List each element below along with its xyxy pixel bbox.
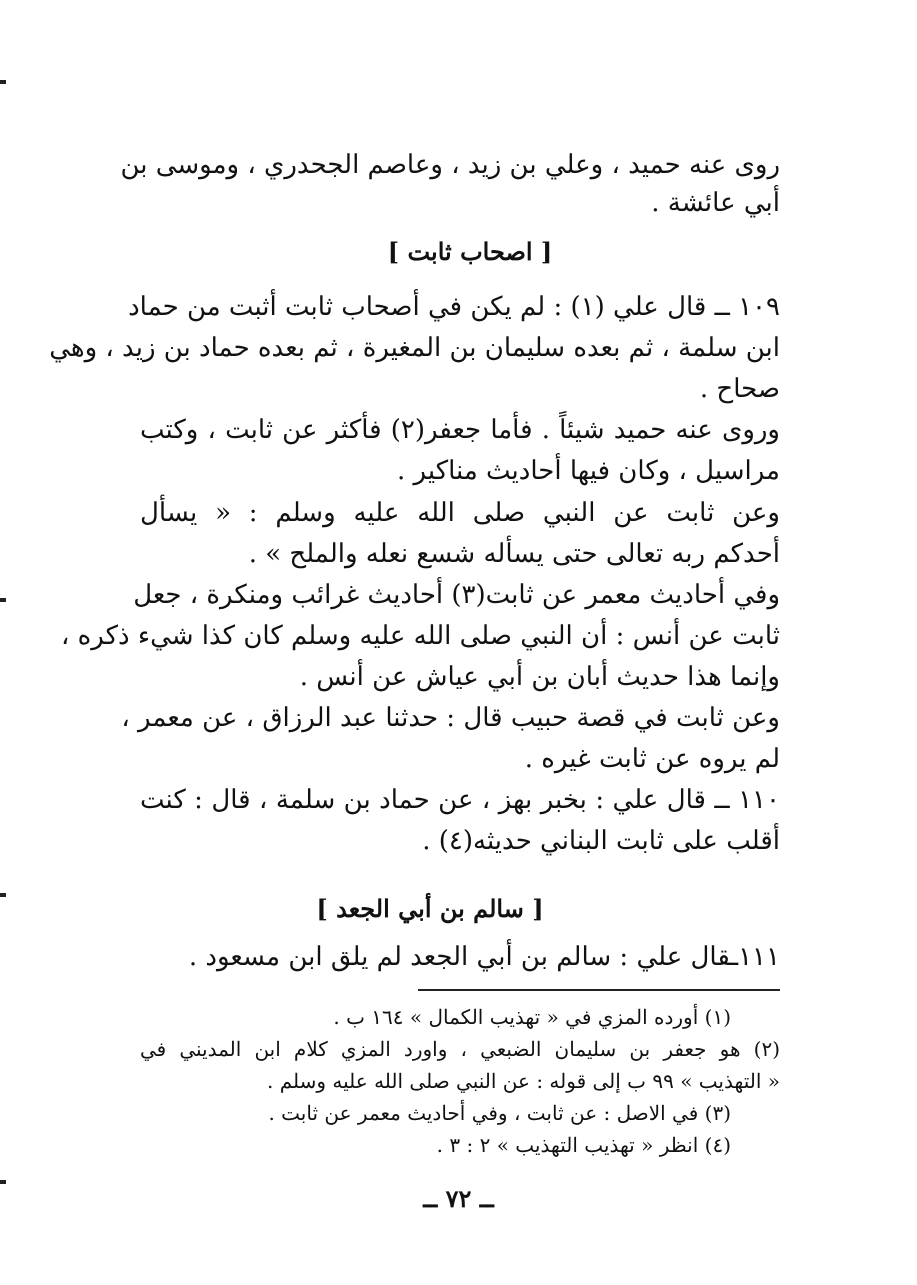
section-heading-salim: [ سالم بن أبي الجعد ] <box>316 894 544 923</box>
text-line: وفي أحاديث معمر عن ثابت(٣) أحاديث غرائب ومنكرة ، جعل <box>133 580 780 610</box>
footnote: (٤) انظر « تهذيب التهذيب » ٢ : ٣ . <box>436 1133 731 1157</box>
footnote: (٢) هو جعفر بن سليمان الضبعي ، واورد المزي كلام ابن المديني في <box>140 1037 780 1061</box>
scan-mark <box>0 598 6 602</box>
footnote: (١) أورده المزي في « تهذيب الكمال » ١٦٤ ب . <box>333 1005 731 1029</box>
text-line: مراسيل ، وكان فيها أحاديث مناكير . <box>396 456 780 486</box>
scan-mark <box>0 1180 6 1184</box>
text-line: وإنما هذا حديث أبان بن أبي عياش عن أنس . <box>299 662 780 692</box>
footnote: « التهذيب » ٩٩ ب إلى قوله : عن النبي صلى الله عليه وسلم . <box>266 1069 780 1093</box>
scan-mark <box>0 893 6 897</box>
page-number: ــ ٧٢ ــ <box>423 1184 494 1213</box>
text-line: وعن ثابت في قصة حبيب قال : حدثنا عبد الرزاق ، عن معمر ، <box>121 703 780 733</box>
text-line: أبي عائشة . <box>651 188 780 218</box>
text-line: صحاح . <box>699 374 780 404</box>
text-line: ثابت عن أنس : أن النبي صلى الله عليه وسلم كان كذا شيء ذكره ، <box>61 621 780 651</box>
text-line: ١٠٩ ــ قال علي (١) : لم يكن في أصحاب ثابت أثبت من حماد <box>128 292 780 322</box>
text-line: أحدكم ربه تعالى حتى يسأله شسع نعله والملح » . <box>248 539 780 569</box>
text-line: أقلب على ثابت البناني حديثه(٤) . <box>422 826 780 856</box>
text-line: لم يروه عن ثابت غيره . <box>524 744 780 774</box>
footnote-divider <box>418 989 780 991</box>
text-line: وروى عنه حميد شيئاً . فأما جعفر(٢) فأكثر عن ثابت ، وكتب <box>140 415 780 445</box>
footnote: (٣) في الاصل : عن ثابت ، وفي أحاديث معمر عن ثابت . <box>268 1101 731 1125</box>
text-line: وعن ثابت عن النبي صلى الله عليه وسلم : « يسأل <box>140 498 780 528</box>
scan-mark <box>0 80 6 84</box>
text-line: ابن سلمة ، ثم بعده سليمان بن المغيرة ، ثم بعده حماد بن زيد ، وهي <box>49 333 780 363</box>
text-line: ١١٠ ــ قال علي : بخبر بهز ، عن حماد بن سلمة ، قال : كنت <box>140 785 780 815</box>
text-line: روى عنه حميد ، وعلي بن زيد ، وعاصم الجحدري ، وموسى بن <box>120 150 780 180</box>
text-line: ١١١ـقال علي : سالم بن أبي الجعد لم يلق ابن مسعود . <box>188 942 780 972</box>
section-heading-thabit: [ اصحاب ثابت ] <box>387 237 553 266</box>
